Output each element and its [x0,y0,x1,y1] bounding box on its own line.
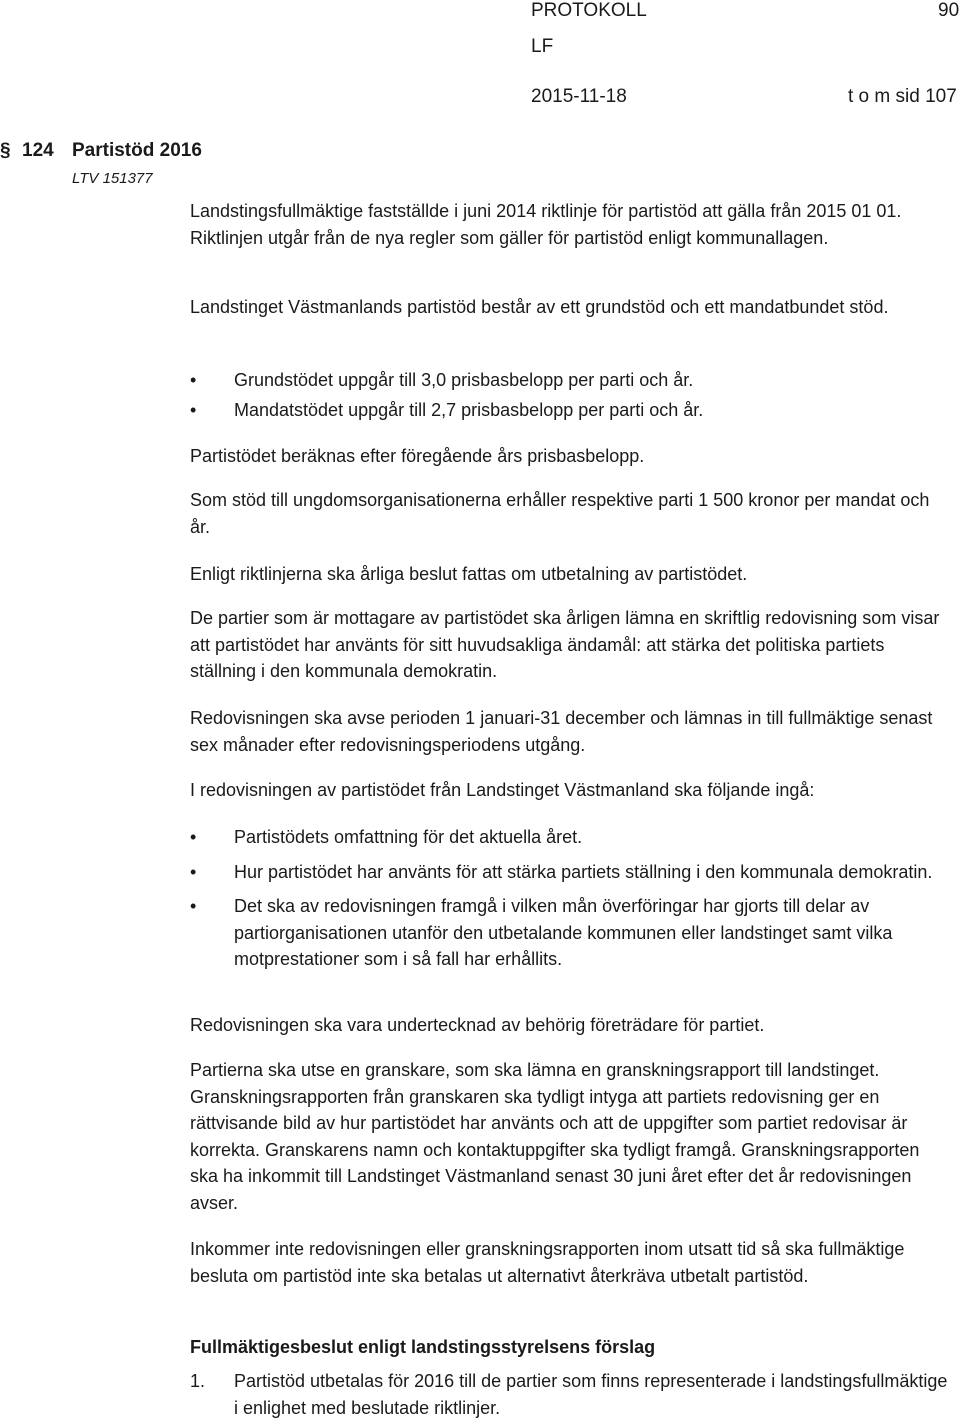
paragraph-intro: Landstingsfullmäktige fastställde i juni 2014 riktlinje för partistöd att gälla från 2015 01 01. Riktlinjen utgår från de nya regler som gäller för partistöd enligt kommunallagen. [190,201,902,248]
decision-heading: Fullmäktigesbeslut enligt landstingsstyrelsens förslag [190,1337,656,1357]
list-item: • Grundstödet uppgår till 3,0 prisbasbelopp per parti och år. [190,367,950,394]
list-item: • Mandatstödet uppgår till 2,7 prisbasbelopp per parti och år. [190,397,950,424]
meeting-date: 2015-11-18 [531,86,627,107]
section-mark: § [0,140,11,161]
paragraph-auditor: Partierna ska utse en granskare, som ska lämna en granskningsrapport till landstinget. Granskningsrapporten från granskaren ska tydligt intyga att partiets redovisning ger en rättvisande bild av hur partistödet har använts och att de uppgifter som partiet redovisar är korrekta. Granskarens namn och kontaktuppgifter ska tydligt framgå. Granskningsrapporten ska ha inkommit till Landstinget Västmanland senast 30 juni året efter det år redovisningen avser. [190,1060,920,1213]
section-number: 124 [22,140,54,161]
paragraph-youth-support: Som stöd till ungdomsorganisationerna erhåller respektive parti 1 500 kronor per mandat och år. [190,490,930,537]
case-reference: LTV 151377 [72,170,153,187]
report-contents-list [190,824,950,973]
list-item: • Hur partistödet har använts för att stärka partiets ställning i den kommunala demokratin. [190,859,950,886]
doc-type: PROTOKOLL [531,0,647,21]
paragraph-late-report: Inkommer inte redovisningen eller granskningsrapporten inom utsatt tid så ska fullmäktige besluta om partistöd inte ska betalas ut alternativt återkräva utbetalt partistöd. [190,1239,905,1286]
paragraph-price-base: Partistödet beräknas efter föregående års prisbasbelopp. [190,446,645,466]
section-heading [0,140,202,162]
list-item: • Partistödets omfattning för det aktuella året. [190,824,950,851]
decision-list [190,1368,950,1421]
list-item-text: Partistöd utbetalas för 2016 till de partier som finns representerade i landstingsfullmäktige i enlighet med beslutade riktlinjer. [234,1371,948,1418]
section-title: Partistöd 2016 [72,140,202,161]
list-item [190,1368,950,1421]
paragraph-annual-decision: Enligt riktlinjerna ska årliga beslut fattas om utbetalning av partistödet. [190,564,748,584]
list-number: 1. [190,1371,206,1391]
page-number: 90 [938,0,960,21]
paragraph-signature: Redovisningen ska vara undertecknad av behörig företrädare för partiet. [190,1015,765,1035]
paragraph-reporting-duty: De partier som är mottagare av partistödet ska årligen lämna en skriftlig redovisning som visar att partistödet har använts för sitt huvudsakliga ändamål: att stärka det politiska partiets ställning i den kommunala demokratin. [190,608,940,681]
paragraph-composition: Landstinget Västmanlands partistöd består av ett grundstöd och ett mandatbundet stöd. [190,297,889,317]
org-label: LF [531,36,554,57]
paragraph-reporting-period: Redovisningen ska avse perioden 1 januari-31 december och lämnas in till fullmäktige senast sex månader efter redovisningsperiodens utgång. [190,708,933,755]
paragraph-report-contents: I redovisningen av partistödet från Landstinget Västmanland ska följande ingå: [190,780,815,800]
support-bullet-list [190,367,950,423]
page-range: t o m sid 107 [848,86,957,107]
list-item: • Det ska av redovisningen framgå i vilken mån överföringar har gjorts till delar av partiorganisationen utanför den utbetalande kommunen eller landstinget samt vilka motprestationer som i så fall har erhållits. [190,893,950,973]
